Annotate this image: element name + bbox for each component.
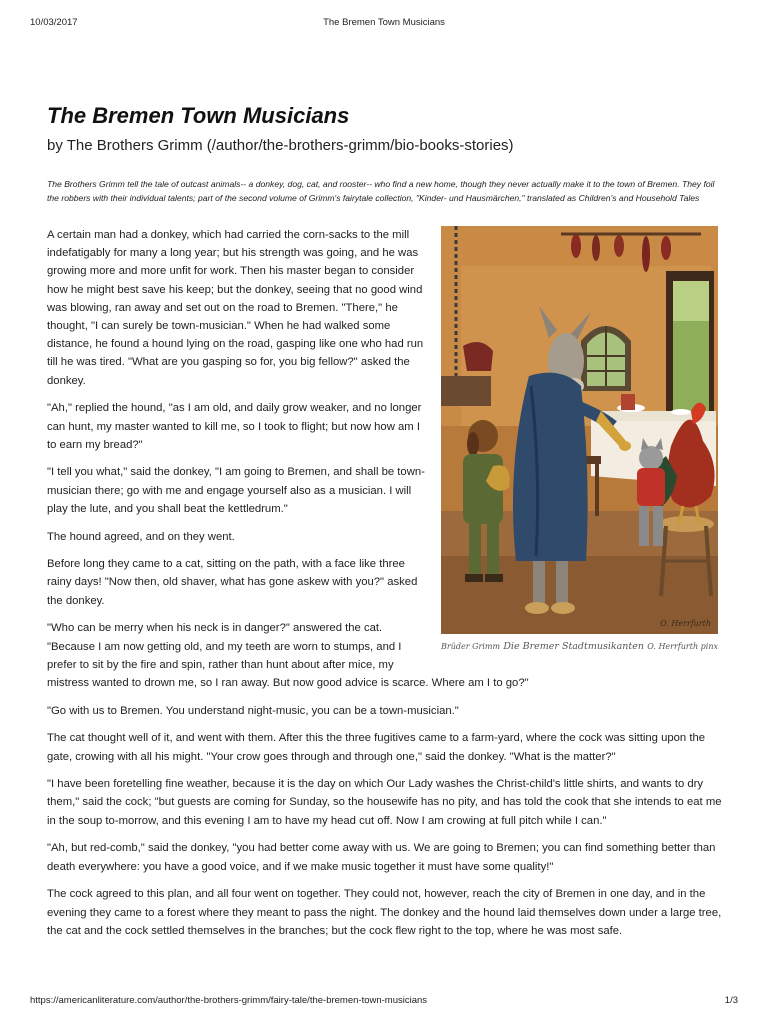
bremen-musicians-illustration — [441, 226, 718, 634]
page-url[interactable]: https://americanliterature.com/author/the-brothers-grimm/fairy-tale/the-bremen-town-musicians — [30, 995, 428, 1006]
page-number: 1/3 — [724, 995, 738, 1006]
print-footer — [30, 995, 738, 1009]
article-byline[interactable]: by The Brothers Grimm (/author/the-brothers-grimm/bio-books-stories) — [47, 137, 514, 154]
story-paragraph: "Ah," replied the hound, "as I am old, and daily grow weaker, and no longer can hunt, my master wanted to kill me, so I took to flight; but now how am I to earn my bread?" — [47, 402, 422, 451]
article-intro: The Brothers Grimm tell the tale of outcast animals-- a donkey, dog, cat, and rooster-- who find a new home, though they never actually make it to the town of Bremen. They foil the robbers with their individual talents; part of the second volume of Grimm's fairytale collection, "Kinder- und Hausmärchen," translated as Children's and Household Tales — [47, 179, 715, 203]
story-paragraph: The cock agreed to this plan, and all four went on together. They could not, however, reach the city of Bremen in one day, and in the evening they came to a forest where they meant to pass the night. The donkey and the hound laid themselves down under a large tree, the cat and the cock settled themselves in the branches; but the cock flew right to the top, where he was most safe. — [47, 888, 722, 937]
print-title: The Bremen Town Musicians — [323, 17, 445, 28]
story-body — [47, 226, 725, 940]
story-paragraph: Before long they came to a cat, sitting on the path, with a face like three rainy days! "Now then, old shaver, what has gone askew with you?" asked the donkey. — [47, 558, 418, 607]
story-paragraph: "Ah, but red-comb," said the donkey, "you had better come away with us. We are going to Bremen; you can find something better than death everywhere: you have a good voice, and if we make music together it must have some quality!" — [47, 842, 716, 873]
caption-right: O. Herrfurth pinx — [647, 642, 718, 651]
print-header — [30, 17, 738, 31]
painting-signature: O. Herrfurth — [660, 619, 711, 628]
caption-left: Brüder Grimm — [441, 642, 501, 651]
article-title: The Bremen Town Musicians — [47, 103, 350, 128]
story-paragraph: "I tell you what," said the donkey, "I am going to Bremen, and shall be town-musician there; go with me and engage yourself also as a musician. I will play the lute, and you shall beat the kettledrum." — [47, 466, 425, 515]
article — [47, 102, 725, 949]
caption-center: Die Bremer Stadtmusikanten — [503, 641, 644, 652]
story-paragraph: The cat thought well of it, and went with them. After this the three fugitives came to a farm-yard, where the cock was sitting upon the gate, crowing with all his might. "Your crow goes through and through one," said the donkey. "What is the matter?" — [47, 732, 706, 763]
print-date: 10/03/2017 — [30, 17, 78, 28]
illustration-caption — [441, 638, 718, 656]
illustration-figure — [441, 226, 731, 656]
story-paragraph: "Who can be merry when his neck is in danger?" answered the cat. "Because I am now getting old, and my teeth are worn to stumps, and I prefer to sit by the fire and spin, rather than hunt about after mice, my mistress wanted to drown me, so I ran away. But now good advice is scarce. Where am I to go?" — [47, 622, 529, 689]
story-paragraph: The hound agreed, and on they went. — [47, 530, 235, 543]
story-paragraph: A certain man had a donkey, which had carried the corn-sacks to the mill indefatigably for many a long year; but his strength was going, and he was growing more and more unfit for work. Then his master began to consider how he might best save his keep; but the donkey, seeing that no good wind was blowing, ran away and set out on the road to Bremen. "There," he thought, "I can surely be town-musician." When he had walked some distance, he found a hound lying on the road, gasping like one who had run till he was tired. "What are you gasping so for, you big fellow?" asked the donkey. — [47, 229, 424, 387]
story-paragraph: "I have been foretelling fine weather, because it is the day on which Our Lady washes the Christ-child's little shirts, and wants to dry them," said the cock; "but guests are coming for Sunday, so the housewife has no pity, and has told the cook that she intends to eat me in the soup to-morrow, and this evening I am to have my head cut off. Now I am crowing at full pitch while I can." — [47, 778, 722, 827]
story-paragraph: "Go with us to Bremen. You understand night-music, you can be a town-musician." — [47, 704, 459, 717]
